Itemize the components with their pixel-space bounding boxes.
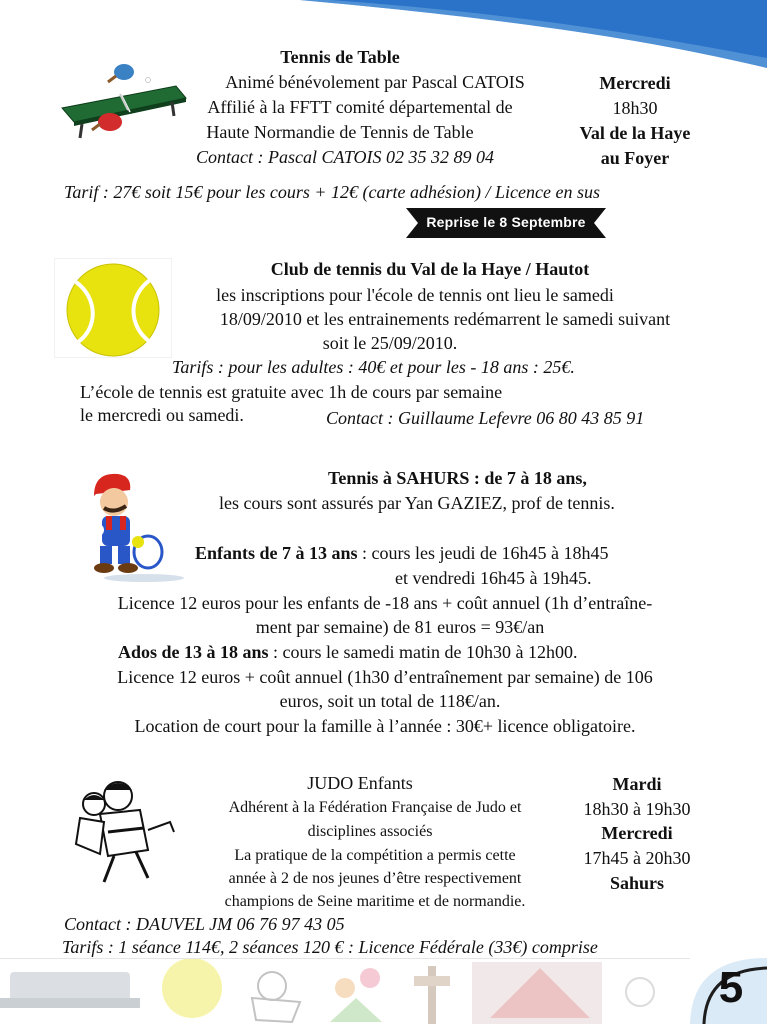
judo-place: Sahurs: [609, 873, 665, 893]
tennis-sahurs-teens: [118, 641, 577, 663]
tennis-sahurs-kids2: et vendredi 16h45 à 19h45.: [395, 568, 592, 588]
judo-line3: La pratique de la compétition a permis cette: [234, 847, 516, 864]
tennis-table-contact: Contact : Pascal CATOIS 02 35 32 89 04: [196, 147, 494, 167]
tennis-table-line2: Affilié à la FFTT comité départemental de: [207, 97, 513, 117]
tennis-table-day: Mercredi: [599, 73, 671, 93]
judo-line2: disciplines associés: [307, 823, 433, 840]
tennis-club-line4: L’école de tennis est gratuite avec 1h de cours par semaine: [80, 382, 503, 402]
tennis-club-line1: les inscriptions pour l'école de tennis ont lieu le samedi: [216, 285, 614, 305]
mario-tennis-icon: [74, 466, 198, 584]
tennis-club-tarifs: Tarifs : pour les adultes : 40€ et pour les - 18 ans : 25€.: [172, 357, 575, 377]
footer-illustrations: [0, 958, 767, 1024]
judo-line4: année à 2 de nos jeunes d’être respectivement: [228, 870, 522, 887]
tennis-sahurs-title: Tennis à SAHURS : de 7 à 18 ans,: [328, 468, 587, 488]
tennis-table-place2: au Foyer: [600, 148, 670, 168]
judo-title: JUDO Enfants: [307, 773, 413, 793]
tennis-club-contact: Contact : Guillaume Lefevre 06 80 43 85 91: [326, 408, 645, 428]
judo-day2: Mercredi: [601, 823, 673, 843]
tennis-table-line1: Animé bénévolement par Pascal CATOIS: [225, 72, 525, 92]
judo-tarifs: Tarifs : 1 séance 114€, 2 séances 120 € : Licence Fédérale (33€) comprise: [62, 937, 598, 957]
tennis-sahurs-location: Location de court pour la famille à l’année : 30€+ licence obligatoire.: [134, 716, 636, 736]
tennis-sahurs-line1: les cours sont assurés par Yan GAZIEZ, prof de tennis.: [219, 493, 615, 513]
judo-day1: Mardi: [612, 774, 662, 794]
tennis-club-title: Club de tennis du Val de la Haye / Hautot: [270, 259, 590, 279]
judo-time2: 17h45 à 20h30: [583, 848, 691, 868]
tennis-sahurs-licence2: Licence 12 euros + coût annuel (1h30 d’entraînement par semaine) de 106: [117, 667, 653, 687]
tennis-table-place1: Val de la Haye: [579, 123, 691, 143]
tennis-table-title: Tennis de Table: [280, 47, 400, 67]
tennis-sahurs-licence1b: ment par semaine) de 81 euros = 93€/an: [255, 617, 545, 637]
tennis-sahurs-licence1: Licence 12 euros pour les enfants de -18 ans + coût annuel (1h d’entraîne-: [117, 593, 653, 613]
judo-time1: 18h30 à 19h30: [583, 799, 691, 819]
kids-text: : cours les jeudi de 16h45 à 18h45: [357, 543, 609, 563]
reprise-label: Reprise le 8 Septembre: [426, 214, 586, 230]
tennis-sahurs-kids: [195, 542, 609, 564]
tennis-table-line3: Haute Normandie de Tennis de Table: [206, 122, 474, 142]
judo-line1: Adhérent à la Fédération Française de Judo et: [228, 799, 522, 816]
judo-kids-icon: [64, 770, 182, 890]
judo-contact: Contact : DAUVEL JM 06 76 97 43 05: [64, 914, 345, 934]
tennis-table-time: 18h30: [612, 98, 658, 118]
judo-line5: champions de Seine maritime et de normandie.: [224, 893, 526, 910]
tennis-club-line3: soit le 25/09/2010.: [322, 333, 458, 353]
teens-label: Ados de 13 à 18 ans: [118, 642, 269, 662]
tennis-ball-icon: [54, 258, 172, 358]
teens-text: : cours le samedi matin de 10h30 à 12h00.: [268, 642, 578, 662]
page-number: 5: [718, 963, 744, 1012]
tennis-club-line2: 18/09/2010 et les entrainements redémarrent le samedi suivant: [219, 309, 671, 329]
tennis-sahurs-licence2b: euros, soit un total de 118€/an.: [279, 691, 501, 711]
tennis-table-tarif: Tarif : 27€ soit 15€ pour les cours + 12€ (carte adhésion) / Licence en sus: [64, 182, 600, 202]
kids-label: Enfants de 7 à 13 ans: [195, 543, 358, 563]
ping-pong-table-icon: [52, 58, 188, 140]
tennis-club-line5: le mercredi ou samedi.: [80, 405, 244, 425]
